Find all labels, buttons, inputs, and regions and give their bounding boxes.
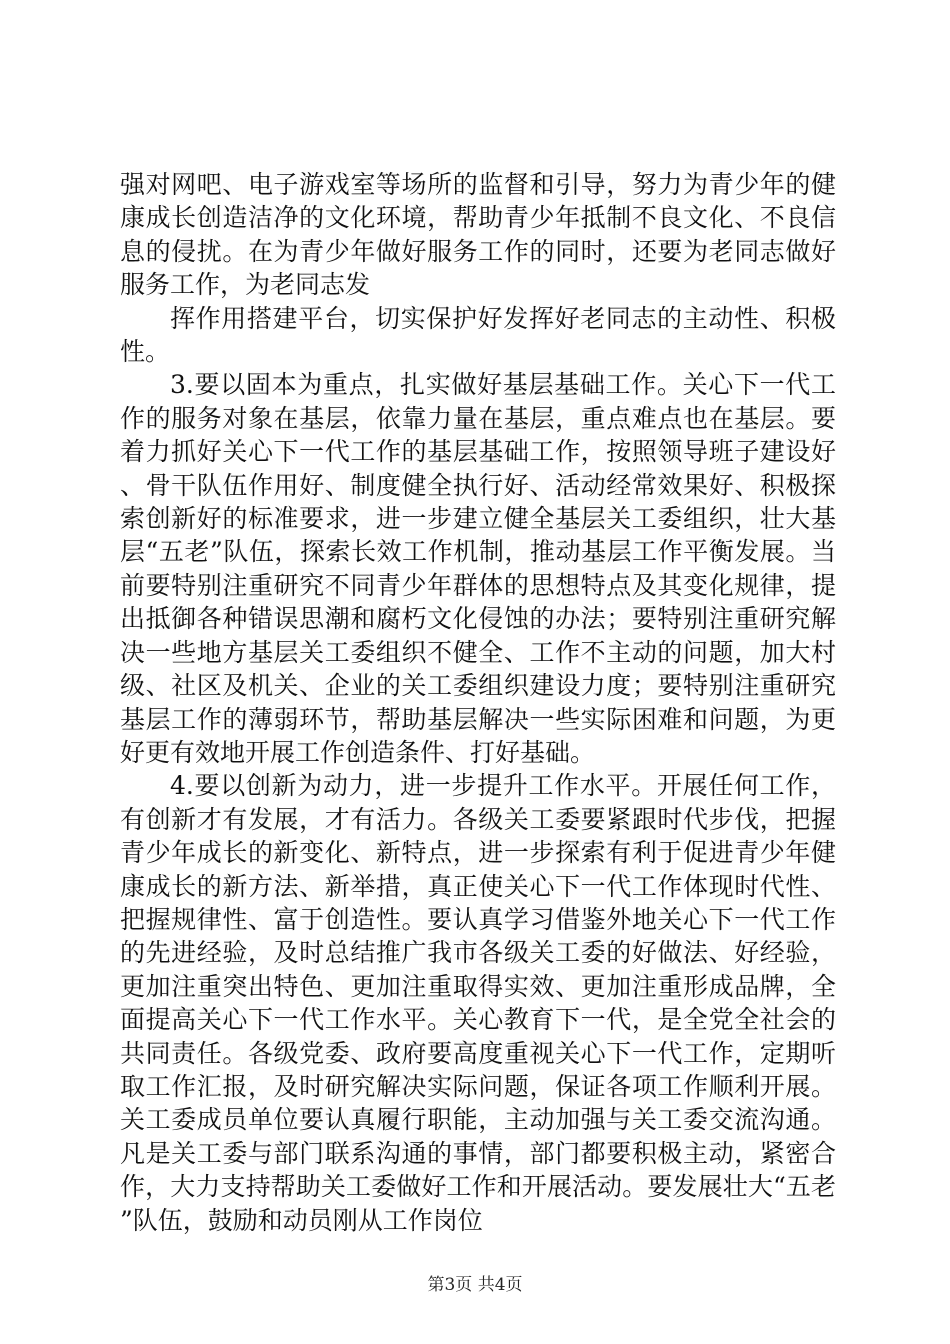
paragraph-item-4: 4.要以创新为动力，进一步提升工作水平。开展任何工作，有创新才有发展，才有活力。各级关工委要紧跟时代步伐，把握青少年成长的新变化、新特点，进一步探索有利于促进青少年健康成长的新方法、新举措，真正使关心下一代工作体现时代性、把握规律性、富于创造性。要认真学习借鉴外地关心下一代工作的先进经验，及时总结推广我市各级关工委的好做法、好经验，更加注重突出特色、更加注重取得实效、更加注重形成品牌，全面提高关心下一代工作水平。关心教育下一代，是全党全社会的共同责任。各级党委、政府要高度重视关心下一代工作，定期听取工作汇报，及时研究解决实际问题，保证各项工作顺利开展。关工委成员单位要认真履行职能，主动加强与关工委交流沟通。凡是关工委与部门联系沟通的事情，部门都要积极主动，紧密合作，大力支持帮助关工委做好工作和开展活动。要发展壮大“五老”队伍，鼓励和动员刚从工作岗位 (120, 771, 836, 1235)
page-number-footer: 第3页 共4页 (427, 1275, 523, 1295)
paragraph-continuation-fragment: 挥作用搭建平台，切实保护好发挥好老同志的主动性、积极性。 (120, 303, 836, 367)
paragraph-item-3: 3.要以固本为重点，扎实做好基层基础工作。关心下一代工作的服务对象在基层，依靠力量在基层，重点难点也在基层。要着力抓好关心下一代工作的基层基础工作，按照领导班子建设好、骨干队伍作用好、制度健全执行好、活动经常效果好、积极探索创新好的标准要求，进一步建立健全基层关工委组织，壮大基层“五老”队伍，探索长效工作机制，推动基层工作平衡发展。当前要特别注重研究不同青少年群体的思想特点及其变化规律，提出抵御各种错误思潮和腐朽文化侵蚀的办法；要特别注重研究解决一些地方基层关工委组织不健全、工作不主动的问题，加大村级、社区及机关、企业的关工委组织建设力度；要特别注重研究基层工作的薄弱环节，帮助基层解决一些实际困难和问题，为更好更有效地开展工作创造条件、打好基础。 (120, 370, 836, 767)
document-body (120, 168, 836, 1237)
paragraph-continuation: 强对网吧、电子游戏室等场所的监督和引导，努力为青少年的健康成长创造洁净的文化环境，帮助青少年抵制不良文化、不良信息的侵扰。在为青少年做好服务工作的同时，还要为老同志做好服务工作，为老同志发 (120, 170, 836, 300)
